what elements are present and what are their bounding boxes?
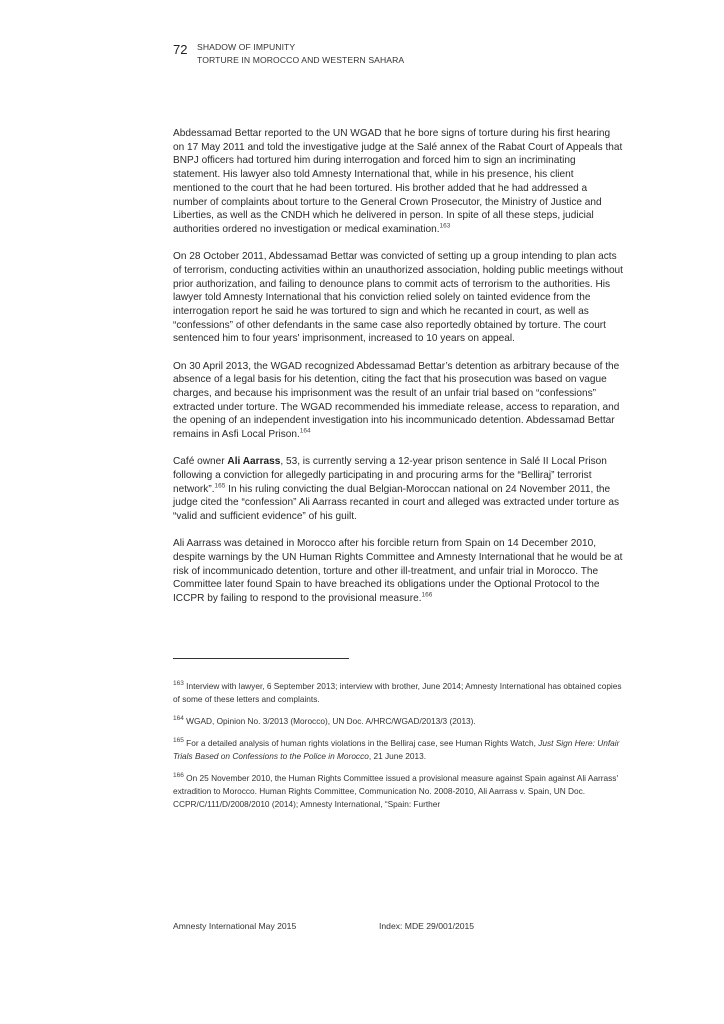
footnote: $^{163}$ Interview with lawyer, 6 September 2013; interview with brother, June 2014; Amnesty International has obtained copies of some of these letters and complaints. [173, 680, 622, 704]
person-name: Ali Aarrass [227, 456, 281, 468]
footnote-ref[interactable]: 163 [439, 222, 451, 230]
page-number: 72 [173, 42, 188, 57]
footnotes [173, 680, 623, 820]
footnote-number: 163 [173, 680, 184, 688]
paragraph: Abdessamad Bettar reported to the UN WGAD that he bore signs of torture during his first hearing on 17 May 2011 and told the investigative judge at the Salé annex of the Rabat Court of Appeals that BNPJ officers had tortured him during interrogation and forced him to sign an incriminating statement. His lawyer also told Amnesty International that, while in his presence, his client mentioned to the court that he had been tortured. His brother added that he had addressed a number of complaints about torture to the General Crown Prosecutor, the Ministry of Justice and Liberties, as well as the CNDH which he delivered in person. In spite of all these steps, judicial authorities ordered no investigation or medical examination.$^{163}$ [173, 128, 623, 235]
footer-index: Index: MDE 29/001/2015 [379, 921, 475, 931]
footer-publisher: Amnesty International May 2015 [173, 921, 297, 931]
footnote-ref[interactable]: 165 [214, 482, 226, 490]
paragraph: Ali Aarrass was detained in Morocco after his forcible return from Spain on 14 December 2010, despite warnings by the UN Human Rights Committee and Amnesty International that he would be at risk of incommunicado detention, torture and other ill-treatment, and unfair trial in Morocco. The Committee later found Spain to have breached its obligations under the Optional Protocol to the ICCPR by failing to respond to the provisional measure.$^{166}$ [173, 538, 623, 605]
paragraph: On 28 October 2011, Abdessamad Bettar was convicted of setting up a group intending to plan acts of terrorism, conducting activities within an unauthorized association, holding public meetings without prior authorization, and failing to denounce plans to commit acts of terrorism to the authorities. His lawyer told Amnesty International that his conviction relied solely on tainted evidence from the interrogation report he said he was tortured to sign and which he recanted in court, as well as “confessions” of other defendants in the same case also reportedly obtained by torture. The court sentenced him to four years' imprisonment, increased to 10 years on appeal. [173, 251, 623, 345]
running-title [197, 41, 404, 66]
footnote-divider [173, 658, 349, 659]
footnote: $^{166}$ On 25 November 2010, the Human Rights Committee issued a provisional measure against Spain against Ali Aarrass' extradition to Morocco. Human Rights Committee, Communication No. 2008-2010, Ali Aarrass v. Spain, UN Doc. CCPR/C/111/D/2008/2010 (2014); Amnesty International, “Spain: Further [173, 772, 619, 809]
footnote: $^{165}$ For a detailed analysis of human rights violations in the Belliraj case, see Human Rights Watch, Just Sign Here: Unfair Trials Based on Confessions to the Police in Morocco, 21 June 2013. [173, 737, 620, 761]
footnote-ref[interactable]: 166 [421, 591, 433, 599]
running-title-line-2: TORTURE IN MOROCCO AND WESTERN SAHARA [197, 54, 405, 65]
running-title-line-1: SHADOW OF IMPUNITY [197, 42, 296, 52]
footnote-number: 166 [173, 772, 184, 780]
footnote-ref[interactable]: 164 [299, 427, 311, 435]
cited-title: Just Sign Here: Unfair Trials Based on Confessions to the Police in Morocco [173, 738, 620, 761]
footnote: $^{164}$ WGAD, Opinion No. 3/2013 (Morocco), UN Doc. A/HRC/WGAD/2013/3 (2013). [173, 715, 476, 726]
body-text [173, 127, 623, 619]
paragraph: On 30 April 2013, the WGAD recognized Abdessamad Bettar’s detention as arbitrary because of the absence of a legal basis for his detention, citing the fact that his prosecution was based on vague charges, and because his imprisonment was the result of an unfair trial based on “confessions” extracted under torture. The WGAD recommended his immediate release, access to reparation, and the opening of an independent investigation into his incommunicado detention. Abdessamad Bettar remains in Asfi Local Prison.$^{164}$ [173, 360, 620, 441]
paragraph: Café owner Ali Aarrass, 53, is currently serving a 12-year prison sentence in Salé II Local Prison following a conviction for allegedly participating in and procuring arms for the “Belliraj” terrorist network”.$^{165}$ In his ruling convicting the dual Belgian-Moroccan national on 24 November 2011, the judge cited the “confession” Ali Aarrass recanted in court and alleged was extracted under torture as “valid and sufficient evidence” of his guilt. [173, 456, 620, 523]
footnote-number: 164 [173, 715, 184, 723]
footnote-number: 165 [173, 737, 184, 745]
